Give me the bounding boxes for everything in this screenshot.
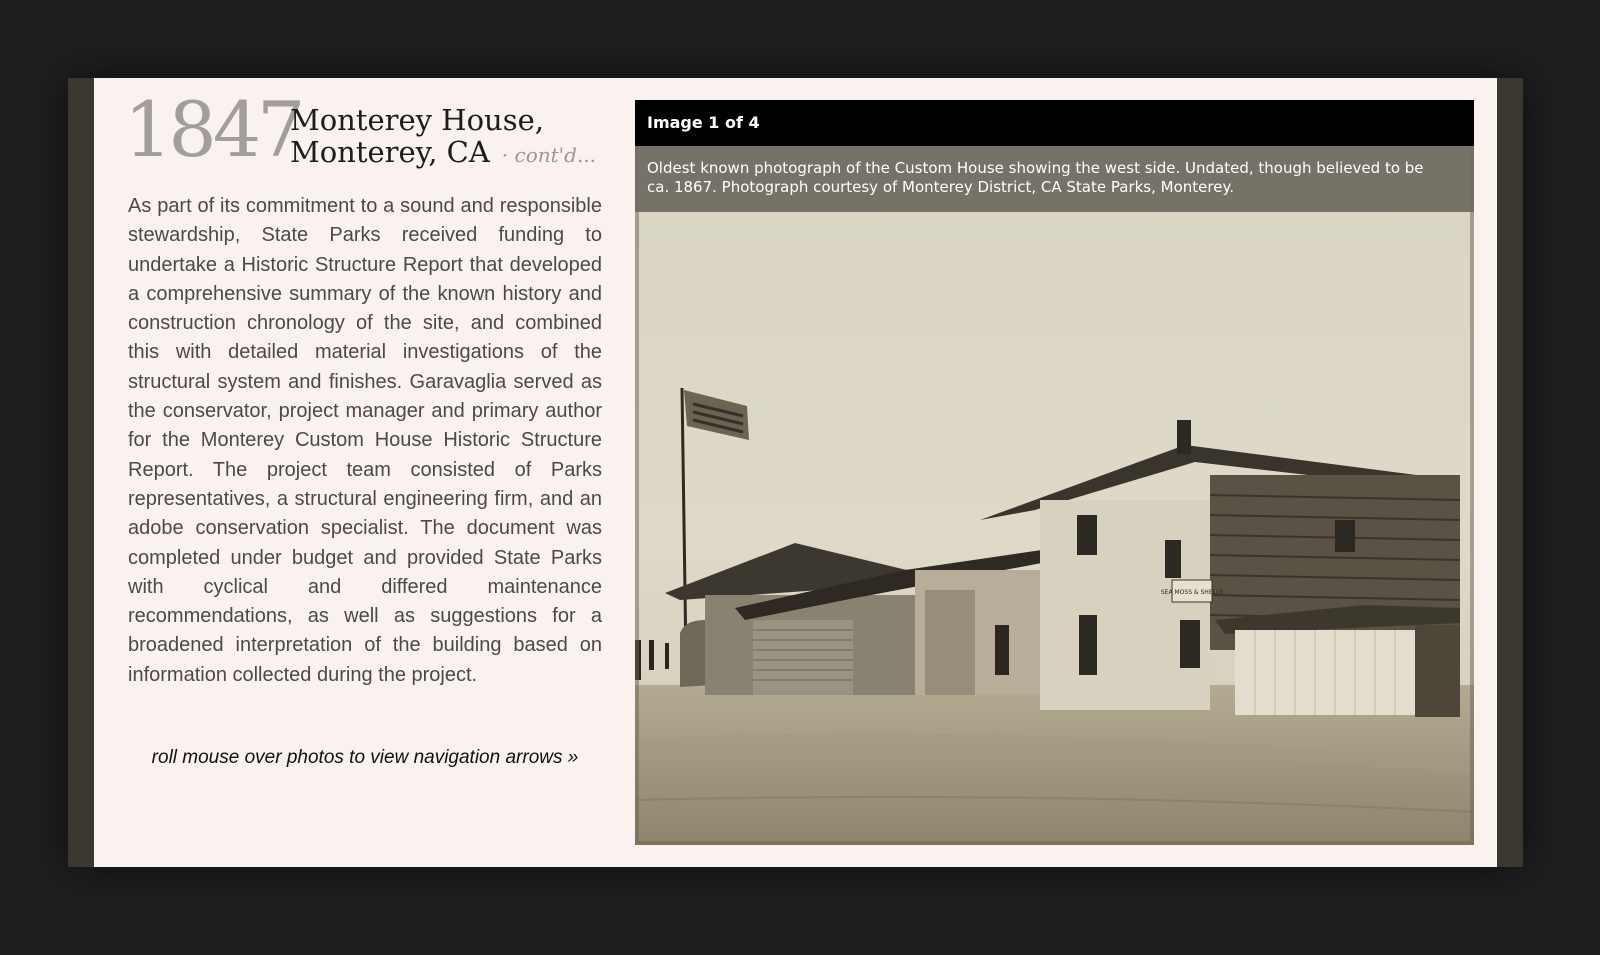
- place-title-line2: Monterey, CA: [290, 135, 490, 169]
- building-sign: SEA MOSS & SHELLS: [1160, 589, 1224, 596]
- photo-caption: Oldest known photograph of the Custom House showing the west side. Undated, though believed to be ca. 1867. Photograph courtesy of Monterey District, CA State Parks, Monterey.: [635, 146, 1474, 212]
- photo-viewer[interactable]: [635, 100, 1474, 845]
- article-paragraph: As part of its commitment to a sound and responsible stewardship, State Parks received funding to undertake a Historic Structure Report that developed a comprehensive summary of the known history and construction chronology of the site, and combined this with detailed material investigations of the structural system and finishes. Garavaglia served as the conservator, project manager and primary author for the Monterey Custom House Historic Structure Report. The project team consisted of Parks representatives, a structural engineering firm, and an adobe conservation specialist. The document was completed under budget and provided State Parks with cyclical and differed maintenance recommendations, as well as suggestions for a broadened interpretation of the building based on information collected during the project.: [128, 195, 602, 686]
- place-title-line2-row: [290, 136, 596, 171]
- page-heading: [124, 85, 604, 190]
- image-counter: Image 1 of 4: [635, 100, 1474, 146]
- content-frame: [68, 78, 1523, 867]
- place-title-line1: Monterey House,: [290, 103, 544, 137]
- page-panel: [94, 78, 1497, 867]
- place-title: [290, 104, 596, 171]
- year-label: 1847: [124, 85, 302, 174]
- continued-label: · cont'd...: [501, 143, 597, 167]
- navigation-hint: roll mouse over photos to view navigation arrows »: [151, 747, 579, 768]
